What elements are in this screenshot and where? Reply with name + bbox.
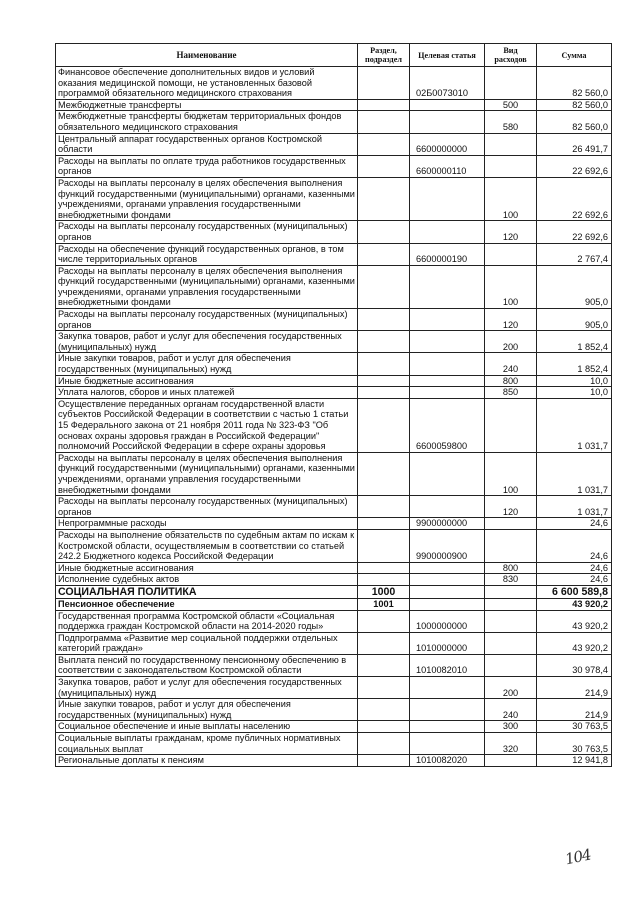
cell-section [358, 177, 410, 220]
table-body [56, 67, 612, 767]
cell-section [358, 309, 410, 331]
cell-article: 9900000900 [410, 529, 485, 562]
cell-article [410, 309, 485, 331]
cell-expense [485, 518, 537, 530]
cell-sum: 905,0 [537, 309, 612, 331]
cell-section [358, 496, 410, 518]
cell-name: Подпрограмма «Развитие мер социальной поддержки отдельных категорий граждан» [56, 632, 358, 654]
cell-name: Расходы на выплаты персоналу государственных (муниципальных) органов [56, 496, 358, 518]
cell-name: Выплата пенсий по государственному пенсионному обеспечению в соответствии с законодательством Костромской области [56, 654, 358, 676]
table-row [56, 518, 612, 530]
cell-name: Расходы на обеспечение функций государственных органов, в том числе территориальных органов [56, 243, 358, 265]
cell-name: Расходы на выполнение обязательств по судебным актам по искам к Костромской области, осуществляемым в соответствии со статьей 242.2 Бюджетного кодекса Российской Федерации [56, 529, 358, 562]
cell-expense [485, 133, 537, 155]
cell-sum: 82 560,0 [537, 111, 612, 133]
cell-section [358, 155, 410, 177]
cell-section [358, 99, 410, 111]
cell-section: 1000 [358, 585, 410, 598]
cell-sum: 24,6 [537, 518, 612, 530]
table-row [56, 632, 612, 654]
cell-article [410, 111, 485, 133]
cell-sum: 22 692,6 [537, 221, 612, 243]
header-name: Наименование [56, 44, 358, 67]
cell-sum: 905,0 [537, 265, 612, 308]
cell-name: Расходы на выплаты персоналу в целях обеспечения выполнения функций государственными (муниципальными) органами, казенными учреждениями, органами управления государственными внебюджетными фондами [56, 177, 358, 220]
cell-name: Региональные доплаты к пенсиям [56, 755, 358, 767]
cell-name: Закупка товаров, работ и услуг для обеспечения государственных (муниципальных) нужд [56, 677, 358, 699]
table-header-row [56, 44, 612, 67]
table-row [56, 452, 612, 495]
cell-article [410, 733, 485, 755]
cell-expense [485, 155, 537, 177]
cell-expense: 800 [485, 375, 537, 387]
cell-section [358, 331, 410, 353]
table-row [56, 562, 612, 574]
cell-article [410, 699, 485, 721]
cell-expense [485, 610, 537, 632]
cell-name: Непрограммные расходы [56, 518, 358, 530]
cell-expense: 300 [485, 721, 537, 733]
cell-name: Уплата налогов, сборов и иных платежей [56, 387, 358, 399]
cell-section [358, 733, 410, 755]
cell-article [410, 331, 485, 353]
cell-article [410, 221, 485, 243]
cell-article [410, 721, 485, 733]
budget-table [55, 43, 612, 767]
cell-name: Закупка товаров, работ и услуг для обеспечения государственных (муниципальных) нужд [56, 331, 358, 353]
cell-expense [485, 632, 537, 654]
cell-name: Финансовое обеспечение дополнительных видов и условий оказания медицинской помощи, не установленных базовой программой обязательного медицинского страхования [56, 67, 358, 100]
cell-expense [485, 529, 537, 562]
cell-section [358, 755, 410, 767]
cell-section [358, 353, 410, 375]
header-article: Целевая статья [410, 44, 485, 67]
cell-section [358, 111, 410, 133]
cell-sum: 12 941,8 [537, 755, 612, 767]
cell-article: 1010082010 [410, 654, 485, 676]
cell-sum: 43 920,2 [537, 598, 612, 610]
cell-section [358, 677, 410, 699]
cell-section [358, 632, 410, 654]
cell-name: Государственная программа Костромской области «Социальная поддержка граждан Костромской области на 2014-2020 годы» [56, 610, 358, 632]
cell-section [358, 654, 410, 676]
cell-section [358, 518, 410, 530]
table-row [56, 574, 612, 586]
table-row [56, 654, 612, 676]
cell-expense: 240 [485, 699, 537, 721]
cell-name: Расходы на выплаты персоналу в целях обеспечения выполнения функций государственными (муниципальными) органами, казенными учреждениями, органами управления государственными внебюджетными фондами [56, 265, 358, 308]
cell-article [410, 677, 485, 699]
table-row [56, 598, 612, 610]
cell-sum: 1 031,7 [537, 452, 612, 495]
cell-article: 6600059800 [410, 398, 485, 452]
cell-section [358, 529, 410, 562]
table-row [56, 133, 612, 155]
cell-section [358, 574, 410, 586]
table-row [56, 353, 612, 375]
cell-sum: 30 978,4 [537, 654, 612, 676]
table-row [56, 733, 612, 755]
header-expense: Вид расходов [485, 44, 537, 67]
cell-sum: 1 852,4 [537, 331, 612, 353]
cell-expense [485, 598, 537, 610]
cell-expense: 120 [485, 221, 537, 243]
table-row [56, 331, 612, 353]
cell-sum: 1 852,4 [537, 353, 612, 375]
cell-article [410, 375, 485, 387]
cell-article: 02Б0073010 [410, 67, 485, 100]
cell-section [358, 562, 410, 574]
cell-sum: 43 920,2 [537, 632, 612, 654]
cell-sum: 82 560,0 [537, 67, 612, 100]
cell-expense [485, 654, 537, 676]
page-number: 104 [563, 845, 593, 869]
table-row [56, 221, 612, 243]
cell-sum: 1 031,7 [537, 496, 612, 518]
cell-article: 6600000000 [410, 133, 485, 155]
cell-expense: 100 [485, 452, 537, 495]
cell-sum: 24,6 [537, 562, 612, 574]
cell-sum: 43 920,2 [537, 610, 612, 632]
cell-expense [485, 243, 537, 265]
cell-article: 1000000000 [410, 610, 485, 632]
cell-name: Расходы на выплаты по оплате труда работников государственных органов [56, 155, 358, 177]
cell-expense: 200 [485, 677, 537, 699]
table-row [56, 111, 612, 133]
cell-section [358, 721, 410, 733]
cell-section [358, 387, 410, 399]
cell-sum: 24,6 [537, 574, 612, 586]
table-row [56, 677, 612, 699]
cell-sum: 10,0 [537, 387, 612, 399]
cell-expense: 830 [485, 574, 537, 586]
cell-expense [485, 398, 537, 452]
cell-expense: 500 [485, 99, 537, 111]
cell-article [410, 387, 485, 399]
cell-sum: 22 692,6 [537, 155, 612, 177]
table-row [56, 375, 612, 387]
cell-sum: 2 767,4 [537, 243, 612, 265]
table-row [56, 155, 612, 177]
cell-name: Исполнение судебных актов [56, 574, 358, 586]
cell-expense: 320 [485, 733, 537, 755]
table-row [56, 496, 612, 518]
cell-article: 6600000110 [410, 155, 485, 177]
cell-sum: 1 031,7 [537, 398, 612, 452]
table-row [56, 721, 612, 733]
cell-article: 6600000190 [410, 243, 485, 265]
cell-article [410, 598, 485, 610]
table-row [56, 755, 612, 767]
cell-name: Межбюджетные трансферты [56, 99, 358, 111]
table-row [56, 67, 612, 100]
cell-expense [485, 585, 537, 598]
cell-expense: 850 [485, 387, 537, 399]
cell-expense: 120 [485, 309, 537, 331]
cell-name: Иные закупки товаров, работ и услуг для обеспечения государственных (муниципальных) нужд [56, 353, 358, 375]
cell-article [410, 452, 485, 495]
table-row [56, 610, 612, 632]
cell-article [410, 496, 485, 518]
cell-section [358, 610, 410, 632]
cell-expense: 100 [485, 177, 537, 220]
cell-expense: 200 [485, 331, 537, 353]
cell-name: Иные бюджетные ассигнования [56, 375, 358, 387]
cell-name: Межбюджетные трансферты бюджетам территориальных фондов обязательного медицинского страхования [56, 111, 358, 133]
table-row [56, 177, 612, 220]
cell-name: Расходы на выплаты персоналу государственных (муниципальных) органов [56, 309, 358, 331]
cell-sum: 26 491,7 [537, 133, 612, 155]
cell-section [358, 67, 410, 100]
header-sum: Сумма [537, 44, 612, 67]
cell-article [410, 265, 485, 308]
cell-name: Иные бюджетные ассигнования [56, 562, 358, 574]
cell-sum: 22 692,6 [537, 177, 612, 220]
cell-section [358, 398, 410, 452]
cell-name: Пенсионное обеспечение [56, 598, 358, 610]
cell-sum: 214,9 [537, 699, 612, 721]
table-row [56, 309, 612, 331]
table-row [56, 243, 612, 265]
cell-sum: 10,0 [537, 375, 612, 387]
cell-article: 1010000000 [410, 632, 485, 654]
table-row [56, 387, 612, 399]
cell-article [410, 353, 485, 375]
cell-section [358, 243, 410, 265]
cell-sum: 214,9 [537, 677, 612, 699]
cell-section [358, 452, 410, 495]
cell-sum: 6 600 589,8 [537, 585, 612, 598]
cell-sum: 30 763,5 [537, 721, 612, 733]
cell-article [410, 574, 485, 586]
cell-section [358, 265, 410, 308]
cell-expense [485, 67, 537, 100]
table-row [56, 99, 612, 111]
cell-sum: 30 763,5 [537, 733, 612, 755]
header-section: Раздел, подраздел [358, 44, 410, 67]
table-row [56, 529, 612, 562]
cell-expense: 800 [485, 562, 537, 574]
cell-name: Осуществление переданных органам государственной власти субъектов Российской Федерации в соответствии с частью 1 статьи 15 Федерального закона от 21 ноября 2011 года № 323-ФЗ "Об основах охраны здоровья граждан в Российской Федерации" полномочий Российской Федерации в сфере охраны здоровья [56, 398, 358, 452]
cell-name: Социальные выплаты гражданам, кроме публичных нормативных социальных выплат [56, 733, 358, 755]
cell-section [358, 133, 410, 155]
cell-expense: 240 [485, 353, 537, 375]
cell-article: 9900000000 [410, 518, 485, 530]
cell-article [410, 562, 485, 574]
cell-article [410, 177, 485, 220]
cell-section [358, 699, 410, 721]
cell-section: 1001 [358, 598, 410, 610]
cell-name: Расходы на выплаты персоналу государственных (муниципальных) органов [56, 221, 358, 243]
cell-expense: 120 [485, 496, 537, 518]
cell-name: Иные закупки товаров, работ и услуг для обеспечения государственных (муниципальных) нужд [56, 699, 358, 721]
cell-article [410, 585, 485, 598]
cell-section [358, 221, 410, 243]
table-row [56, 265, 612, 308]
cell-sum: 82 560,0 [537, 99, 612, 111]
cell-name: Центральный аппарат государственных органов Костромской области [56, 133, 358, 155]
cell-expense: 100 [485, 265, 537, 308]
cell-name: СОЦИАЛЬНАЯ ПОЛИТИКА [56, 585, 358, 598]
table-row [56, 585, 612, 598]
cell-sum: 24,6 [537, 529, 612, 562]
cell-expense: 580 [485, 111, 537, 133]
cell-name: Социальное обеспечение и иные выплаты населению [56, 721, 358, 733]
cell-article: 1010082020 [410, 755, 485, 767]
cell-name: Расходы на выплаты персоналу в целях обеспечения выполнения функций государственными (муниципальными) органами, казенными учреждениями, органами управления государственными внебюджетными фондами [56, 452, 358, 495]
cell-expense [485, 755, 537, 767]
table-row [56, 699, 612, 721]
table-row [56, 398, 612, 452]
cell-article [410, 99, 485, 111]
cell-section [358, 375, 410, 387]
